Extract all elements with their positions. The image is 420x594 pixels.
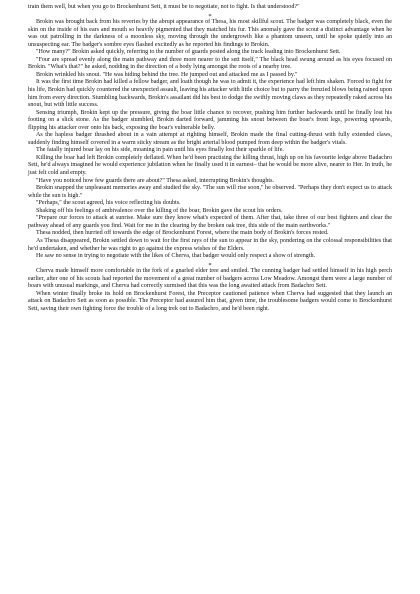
paragraph: Thesa nodded, then hurried off towards the edge of Brockenhurst Forest, where the main body of Brokin's forces rested.: [36, 230, 329, 237]
paragraph: When winter finally broke its hold on Brockenhurst Forest, the Preceptor cautioned patience when Cherva had suggested that they launch an attack on Badachro Sett as soon as possible. The Preceptor had assured him that, given time, the troublesome badgers would come to Brockenhurst Sett, saving their own fighting force the trouble of a long trek out to Badachro, and he'd been right.: [28, 290, 392, 312]
paragraph: "Perhaps," the scout agreed, his voice reflecting his doubts.: [36, 200, 181, 207]
paragraph: train them well, but when you go to Brockenhurst Sett, it must be to negotiate, not to fight. Is that understood?": [28, 4, 300, 10]
paragraph: Brokin wrinkled his snout. "He was hiding behind the tree. He jumped out and attacked me as I passed by.": [36, 71, 298, 78]
paragraph: "Prepare our forces to attack at sunrise. Make sure they know what's expected of them. After that, take three of our best fighters and clear the pathway ahead of any guards you find. Wait for me in the clearing by the broken oak tree, this side of the main earthworks.": [28, 215, 392, 229]
paragraph: It was the first time Brokin had killed a fellow badger, and loath though he was to admit it, the experience had left him shaken. Forced to fight for his life, Brokin had quickly countered the unexpected assault, leaving his attacker with little choice but to parry the frenzied blows being rained upon him from every direction. Stumbling backwards, Brokin's assailant did his best to dodge the swiftly moving claws as they repeatedly raked across his snout, but with little success.: [28, 79, 392, 109]
scene-break-asterisk: *: [208, 12, 212, 20]
paragraph: Brokin snapped the unpleasant memories away and studied the sky. "The sun will rise soon," he observed. "Perhaps they don't expect us to attack while the sun is high.": [28, 185, 392, 199]
paragraph: "Four are spread evenly along the main pathway and three more nearer to the sett itself," The black head swung around as his eyes focused on Brokin. "What's that?" he asked, nodding in the direction of a body lying amongst the roots of a nearby tree.: [28, 56, 392, 71]
paragraph: Brokin was brought back from his reveries by the abrupt appearance of Thesa, his most skillful scout. The badger was completely black, even the skin on the inside of his ears and mouth so heavily pigmented that they matched his fur. This anomaly gave the scout a distinct advantage when he was out patrolling in the darkness of a moonless sky, moving through the undergrowth like a phantom unseen, until he spoke quietly into an unsuspecting ear. The badger's sombre eyes flashed excitedly as he reported his findings to Brokin.: [28, 19, 392, 48]
paragraph: He saw no sense in trying to negotiate with the likes of Cherva, that badger would only respect a show of strength.: [36, 253, 316, 260]
paragraph: "Have you noticed how few guards there are about?" Thesa asked, interrupting Brokin's thoughts.: [36, 177, 274, 184]
paragraph: "How many?" Brokin asked quickly, referring to the number of guards posted along the track leading into Brockenhurst Sett.: [36, 49, 341, 56]
paragraph: The fatally injured boar lay on his side, moaning in pain until his eyes finally lost their sparkle of life.: [36, 147, 284, 154]
scene-break-asterisk: *: [208, 261, 212, 269]
paragraph: Shaking off his feelings of ambivalence over the killing of the boar, Brokin gave the scout his orders.: [36, 207, 283, 214]
paragraph: As the hapless badger thrashed about in a vain attempt at righting himself, Brokin made the final cutting-thrust with fully extended claws, suddenly finding himself covered in a warm sticky stream as the bright arterial blood pumped from deep within the badger's vitals.: [28, 132, 392, 146]
page-body: [28, 4, 392, 313]
paragraph: Sensing triumph, Brokin kept up the pressure, giving the boar little chance to recover, pushing him further backwards until he finally lost his footing on a slick stone. As the badger stumbled, Brokin darted forward, jamming his snout between the boar's front legs, powering upwards, flipping his attacker over onto his back, exposing the boar's vulnerable belly.: [28, 109, 392, 131]
paragraph: Killing the boar had left Brokin completely deflated. When he'd been practising the killing thrust, high up on his favourite ledge above Badachro Sett, he'd always imagined he would experience jubilation when he finally used it in earnest– that he would be more alive, nearer to Her. In truth, he just felt cold and empty.: [28, 154, 392, 177]
paragraph: Cherva made himself more comfortable in the fork of a gnarled elder tree and smiled. The cunning badger had settled himself in his high perch earlier, after one of his scouts had reported the movement of a great number of badgers across Low Meadow. Amongst them were a large number of boars with unusual markings, and Cherva had correctly surmised that this was the long awaited attack from Badachro Sett.: [28, 268, 392, 290]
paragraph: As Thesa disappeared, Brokin settled down to wait for the first rays of the sun to appear in the sky, pondering on the colossal responsibilities that he'd undertaken, and whether he was right to go against the express wishes of the Elders.: [28, 237, 392, 252]
